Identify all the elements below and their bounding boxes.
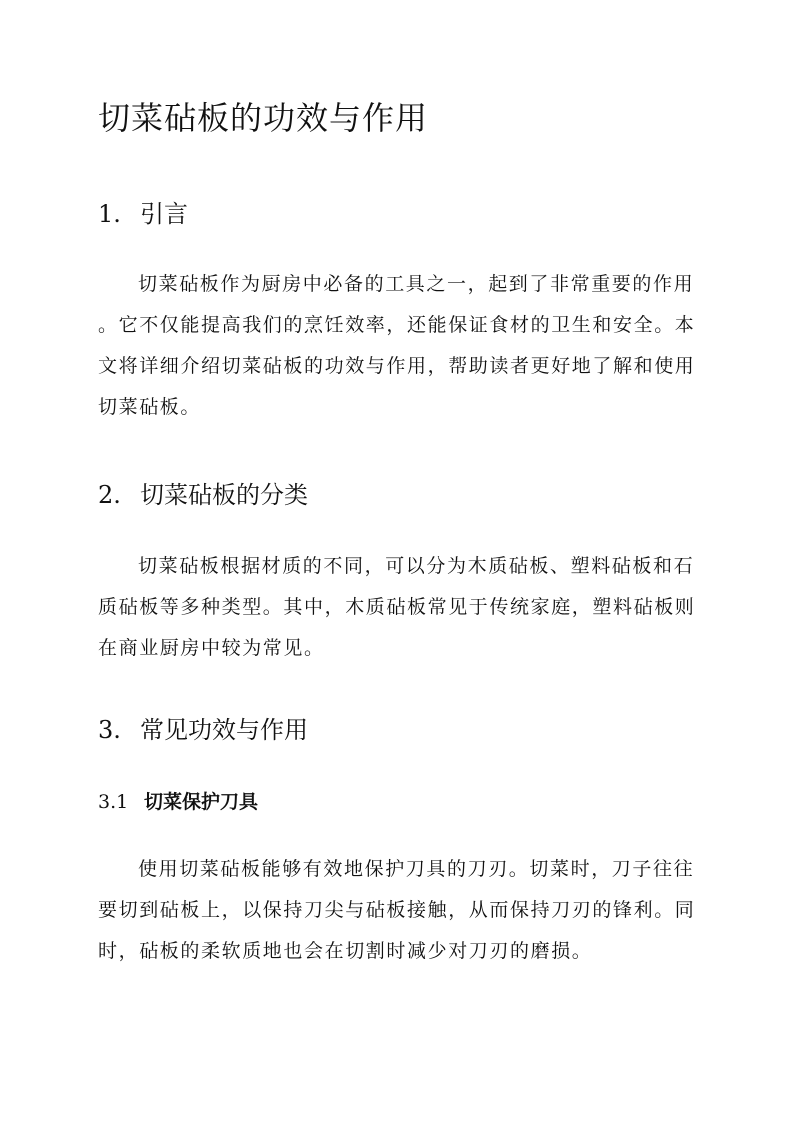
paragraph-line: 切菜砧板作为厨房中必备的工具之一，起到了非常重要的作用	[138, 273, 695, 295]
section-2-number: 2.	[98, 481, 121, 509]
paragraph-line: 要切到砧板上，以保持刀尖与砧板接触，从而保持刀刃的锋利。同	[98, 899, 696, 921]
section-1-title: 引言	[140, 200, 188, 228]
paragraph-line: 在商业厨房中较为常见。	[98, 637, 325, 659]
paragraph-line: 。它不仅能提高我们的烹饪效率，还能保证食材的卫生和安全。本	[98, 314, 696, 336]
subsection-3-1-title: 切菜保护刀具	[144, 791, 259, 813]
paragraph-line: 切菜砧板根据材质的不同，可以分为木质砧板、塑料砧板和石	[138, 555, 695, 577]
paragraph-line: 质砧板等多种类型。其中，木质砧板常见于传统家庭，塑料砧板则	[98, 596, 696, 618]
section-3-title: 常见功效与作用	[140, 716, 308, 744]
section-2-heading	[98, 475, 308, 515]
section-2-title: 切菜砧板的分类	[140, 481, 308, 509]
section-1-paragraph	[98, 264, 702, 428]
section-1-number: 1.	[98, 200, 121, 228]
paragraph-line: 文将详细介绍切菜砧板的功效与作用，帮助读者更好地了解和使用	[98, 355, 696, 377]
subsection-3-1-paragraph	[98, 849, 702, 972]
section-3-number: 3.	[98, 716, 121, 744]
paragraph-line: 使用切菜砧板能够有效地保护刀具的刀刃。切菜时，刀子往往	[138, 858, 695, 880]
document-title: 切菜砧板的功效与作用	[98, 99, 429, 137]
section-1-heading	[98, 194, 188, 234]
subsection-3-1-number: 3.1	[98, 791, 129, 813]
paragraph-line: 切菜砧板。	[98, 396, 202, 418]
subsection-3-1-heading	[98, 786, 258, 818]
section-2-paragraph	[98, 546, 702, 669]
paragraph-line: 时，砧板的柔软质地也会在切割时减少对刀刃的磨损。	[98, 940, 593, 962]
section-3-heading	[98, 710, 308, 750]
